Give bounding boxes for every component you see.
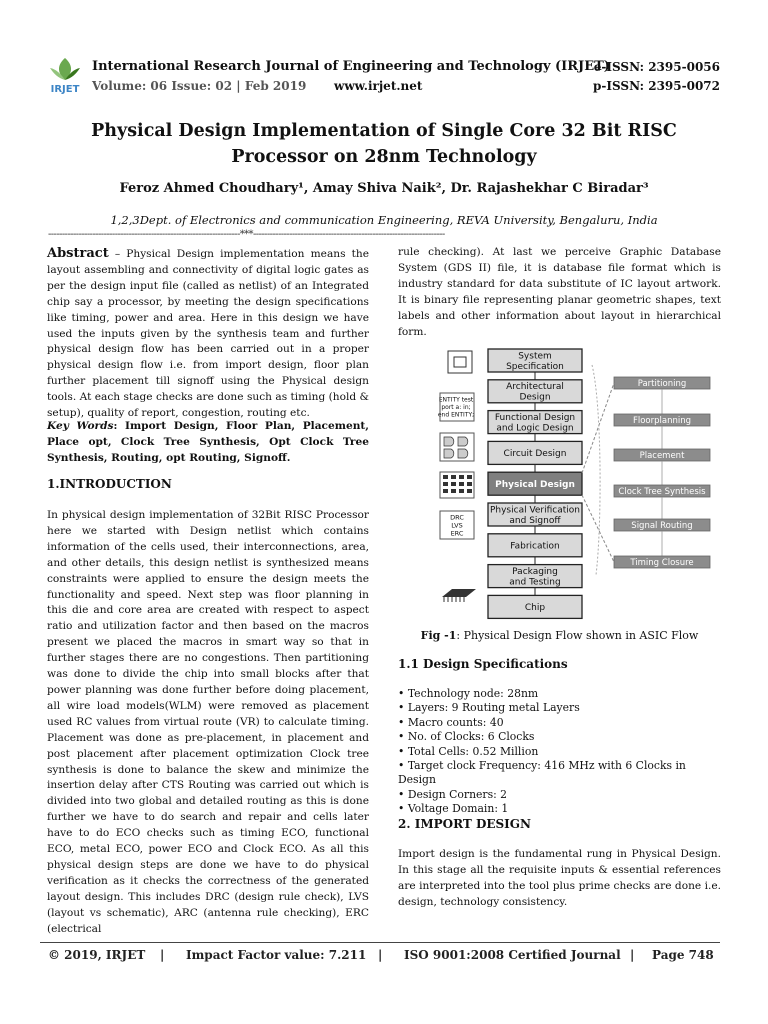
figure-label: and Testing — [509, 577, 561, 588]
figure-label: Packaging — [512, 567, 558, 577]
figure-label: Architectural — [506, 382, 564, 393]
cell-symbol — [443, 475, 448, 479]
footer-page: Page 748 — [652, 948, 714, 962]
cell-symbol — [467, 482, 472, 486]
cell-symbol — [443, 489, 448, 493]
dashed-connector — [582, 383, 614, 473]
spec-item: • Voltage Domain: 1 — [398, 802, 721, 816]
footer-copyright: © 2019, IRJET — [48, 948, 146, 962]
spec-item: • Target clock Frequency: 416 MHz with 6 Clocks in Design — [398, 759, 721, 788]
figure-label: ERC — [450, 529, 464, 538]
cell-symbol — [459, 482, 464, 486]
gate-symbol — [444, 437, 454, 446]
figure-label: Clock Tree Synthesis — [618, 486, 706, 497]
cell-symbol — [451, 475, 456, 479]
spec-item: • Layers: 9 Routing metal Layers — [398, 701, 721, 715]
figure-label: Circuit Design — [503, 449, 567, 460]
dashed-connector — [592, 365, 600, 575]
gate-symbol — [444, 449, 454, 458]
figure-label: Chip — [524, 603, 546, 614]
figure-label: Signal Routing — [631, 520, 693, 531]
figure-label: end ENTITY; — [437, 411, 475, 419]
figure-label: DRC — [450, 513, 464, 522]
footer-iso: ISO 9001:2008 Certified Journal — [404, 948, 621, 962]
keywords: Key Words: Import Design, Floor Plan, Placement, Place opt, Clock Tree Synthesis, Opt Clock Tree Synthesis, Routing, opt Routing, Signoff. — [47, 420, 369, 464]
figure-label: System — [518, 351, 552, 362]
cell-symbol — [467, 475, 472, 479]
cell-symbol — [467, 489, 472, 493]
intro-text: In physical design implementation of 32Bit RISC Processor here we started with Design netlist which contains information of the cells used, their interconnections, area, and other details, this design netlist is synthesized means constraints were applied to ensure the design meets the functionality and speed. Next step was floor planning in this die and core area are created with respect to aspect ratio and utilization factor and then based on the macros present we placed the macros in smart way so that in further stages there are no congestions. Then partitioning was done to divide the chip into small blocks after that power planning was done further before doing placement, all wire load models(WLM) were removed as placement used RC values from virtual route (VR) to calculate timing. Placement was done as pre-placement, in placement and post placement after placement optimization Clock tree synthesis is done to balance the skew and minimize the insertion delay after CTS Routing was carried out which is divided into two global and detailed routing as this is done further we have to do search and repair and cells later have to do ECO checks such as timing ECO, functional ECO, metal ECO, power ECO and Clock ECO. As all this physical design steps are done we have to do physical verification as it checks the correctness of the generated layout design. This includes DRC (design rule check), LVS (layout vs schematic), ARC (antenna rule checking), ERC (electrical — [47, 509, 369, 935]
block-icon — [454, 357, 466, 367]
figure-label: port a: in; — [441, 404, 471, 412]
figure-label: Placement — [639, 450, 685, 461]
cell-symbol — [451, 482, 456, 486]
figure-label: ENTITY test — [438, 396, 474, 404]
cell-symbol — [459, 475, 464, 479]
footer-sep: | — [630, 948, 635, 962]
spec-item: • No. of Clocks: 6 Clocks — [398, 730, 721, 744]
asic-flow-figure — [426, 345, 722, 625]
footer-sep: | — [378, 948, 383, 962]
specs-list — [398, 687, 721, 817]
gate-symbol — [458, 449, 468, 458]
figure-label: and Logic Design — [496, 423, 574, 434]
figure-label: Functional Design — [494, 413, 576, 423]
eissn: e-ISSN: 2395-0056 — [593, 60, 720, 74]
chip-icon — [442, 589, 476, 597]
separator: ---------------------------------------------------------------------***--------------------------------------------------------------------- — [48, 229, 445, 240]
spec-item: • Technology node: 28nm — [398, 687, 721, 701]
specs-heading: 1.1 Design Specifications — [398, 657, 568, 671]
spec-item: • Macro counts: 40 — [398, 716, 721, 730]
figure-label: Physical Verification — [489, 505, 581, 516]
figure-label: Partitioning — [637, 378, 687, 389]
affiliation: 1,2,3Dept. of Electronics and communication Engineering, REVA University, Bengaluru, India — [110, 213, 658, 227]
abstract: Abstract – Physical Design implementation means the layout assembling and connectivity of digital logic gates as per the design input file (called as netlist) of an Integrated chip say a processor, by meeting the design specifications like timing, power and area. Here in this design we have used the inputs given by the synthesis team and further physical design flow has been carried out in a proper physical design flow i.e. from import design, floor plan further placement till signoff using the Physical design tools. At each stage checks are done such as timing (hold & setup), quality of report, congestion, routing etc. — [47, 246, 369, 420]
footer-impact: Impact Factor value: 7.211 — [186, 948, 367, 962]
figure-label: and Signoff — [509, 515, 561, 526]
cell-symbol — [443, 482, 448, 486]
footer-sep: | — [160, 948, 165, 962]
spec-item: • Design Corners: 2 — [398, 788, 721, 802]
import-text: Import design is the fundamental rung in Physical Design. In this stage all the requisite inputs & essential references are interpreted into the tool plus prime checks are done i.e. design, technology consistency. — [398, 848, 721, 908]
journal-name: International Research Journal of Engineering and Technology (IRJET) — [92, 59, 610, 74]
volume-issue: Volume: 06 Issue: 02 | Feb 2019 — [92, 79, 307, 93]
figure-caption: Fig -1: Physical Design Flow shown in ASIC Flow — [420, 629, 699, 642]
spec-item: • Total Cells: 0.52 Million — [398, 745, 721, 759]
figure-label: Fabrication — [510, 541, 560, 552]
pissn: p-ISSN: 2395-0072 — [593, 79, 720, 93]
right-top-text: rule checking). At last we perceive Graphic Database System (GDS II) file, it is database file format which is industry standard for data substitute of IC layout artwork. It is binary file representing planar geometric shapes, text labels and other information about layout in hierarchical form. — [398, 246, 721, 338]
cell-symbol — [459, 489, 464, 493]
irjet-logo — [44, 54, 86, 96]
figure-label: Design — [519, 392, 551, 403]
svg-text:IRJET: IRJET — [50, 84, 80, 95]
journal-website[interactable]: www.irjet.net — [334, 79, 423, 93]
figure-label: Specification — [506, 361, 564, 372]
dashed-connector — [582, 495, 614, 562]
footer-rule — [40, 942, 720, 943]
paper-title: Physical Design Implementation of Single Core 32 Bit RISC Processor on 28nm Technology — [91, 121, 677, 167]
figure-label: Timing Closure — [630, 557, 694, 568]
authors: Feroz Ahmed Choudhary¹, Amay Shiva Naik², Dr. Rajashekhar C Biradar³ — [119, 181, 649, 196]
import-heading: 2. IMPORT DESIGN — [398, 817, 531, 831]
intro-heading: 1.INTRODUCTION — [47, 477, 172, 491]
figure-label: Physical Design — [495, 479, 575, 490]
figure-label: Floorplanning — [632, 415, 692, 426]
gate-symbol — [458, 437, 468, 446]
cell-symbol — [451, 489, 456, 493]
figure-label: LVS — [451, 521, 463, 530]
